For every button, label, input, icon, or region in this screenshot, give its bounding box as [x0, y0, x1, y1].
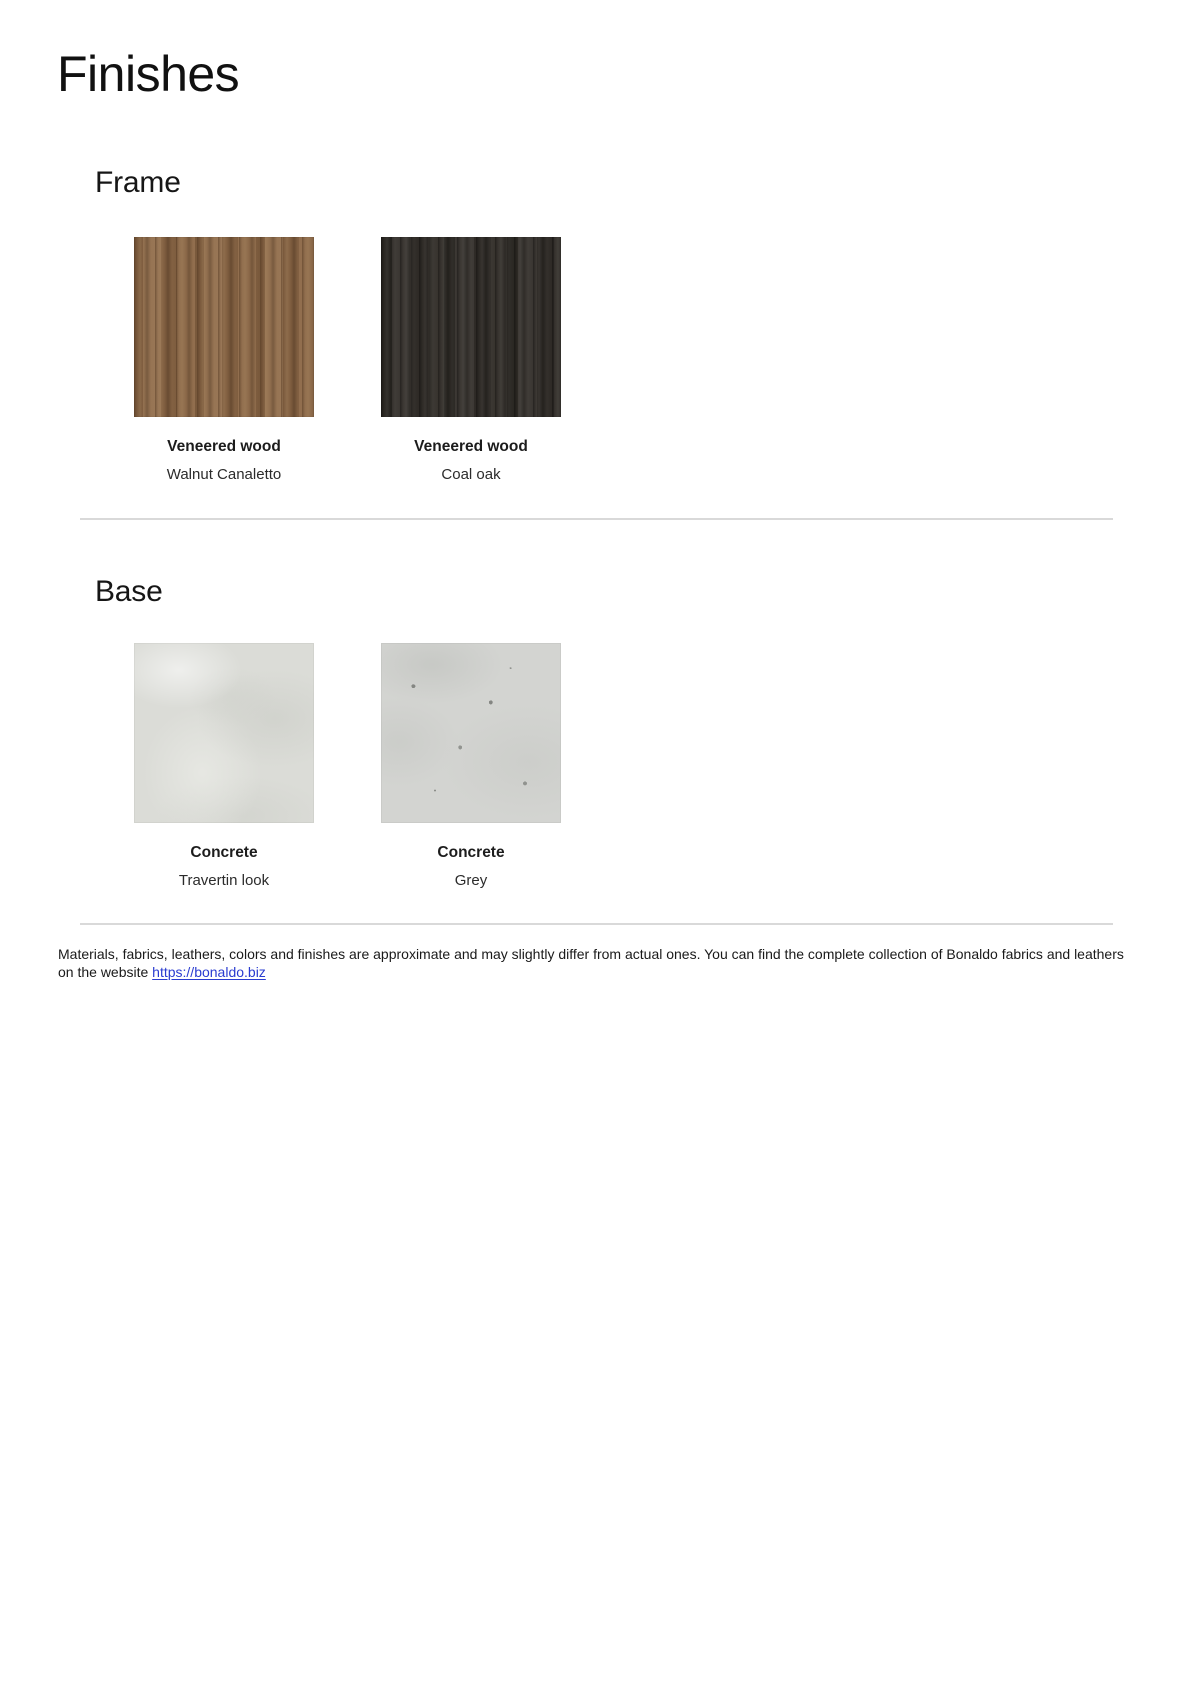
concrete-travertin-texture-image — [134, 643, 314, 823]
disclaimer-text — [58, 945, 1134, 982]
swatch-coal-oak — [381, 237, 561, 485]
swatch-finish-label: Grey — [454, 872, 488, 889]
section-heading-base: Base — [95, 575, 163, 608]
swatch-material-label: Veneered wood — [167, 438, 281, 455]
swatch-finish-label: Travertin look — [178, 872, 270, 889]
page-title: Finishes — [57, 46, 240, 102]
swatch-walnut-canaletto — [134, 237, 314, 485]
swatch-finish-label: Coal oak — [441, 466, 501, 483]
section-base — [57, 572, 1134, 891]
section-divider — [80, 923, 1113, 925]
coal-oak-texture-image — [381, 237, 561, 417]
walnut-canaletto-texture-image — [134, 237, 314, 417]
swatch-caption — [381, 437, 561, 485]
swatch-concrete-travertin — [134, 643, 314, 891]
swatch-material-label: Concrete — [190, 844, 258, 861]
disclaimer-body: Materials, fabrics, leathers, colors and finishes are approximate and may slightly differ from actual ones. You can find the complete collection of Bonaldo fabrics and leathers on the website — [58, 946, 1124, 981]
swatch-caption — [381, 843, 561, 891]
swatch-caption — [134, 437, 314, 485]
section-divider — [80, 518, 1113, 520]
frame-swatch-row — [134, 237, 1134, 485]
base-swatch-row — [134, 643, 1134, 891]
section-heading-frame: Frame — [95, 166, 181, 199]
swatch-concrete-grey — [381, 643, 561, 891]
swatch-finish-label: Walnut Canaletto — [166, 466, 282, 483]
section-frame — [57, 163, 1134, 485]
concrete-grey-texture-image — [381, 643, 561, 823]
swatch-material-label: Concrete — [437, 844, 505, 861]
swatch-material-label: Veneered wood — [414, 438, 528, 455]
bonaldo-website-link[interactable]: https://bonaldo.biz — [152, 964, 266, 981]
swatch-caption — [134, 843, 314, 891]
